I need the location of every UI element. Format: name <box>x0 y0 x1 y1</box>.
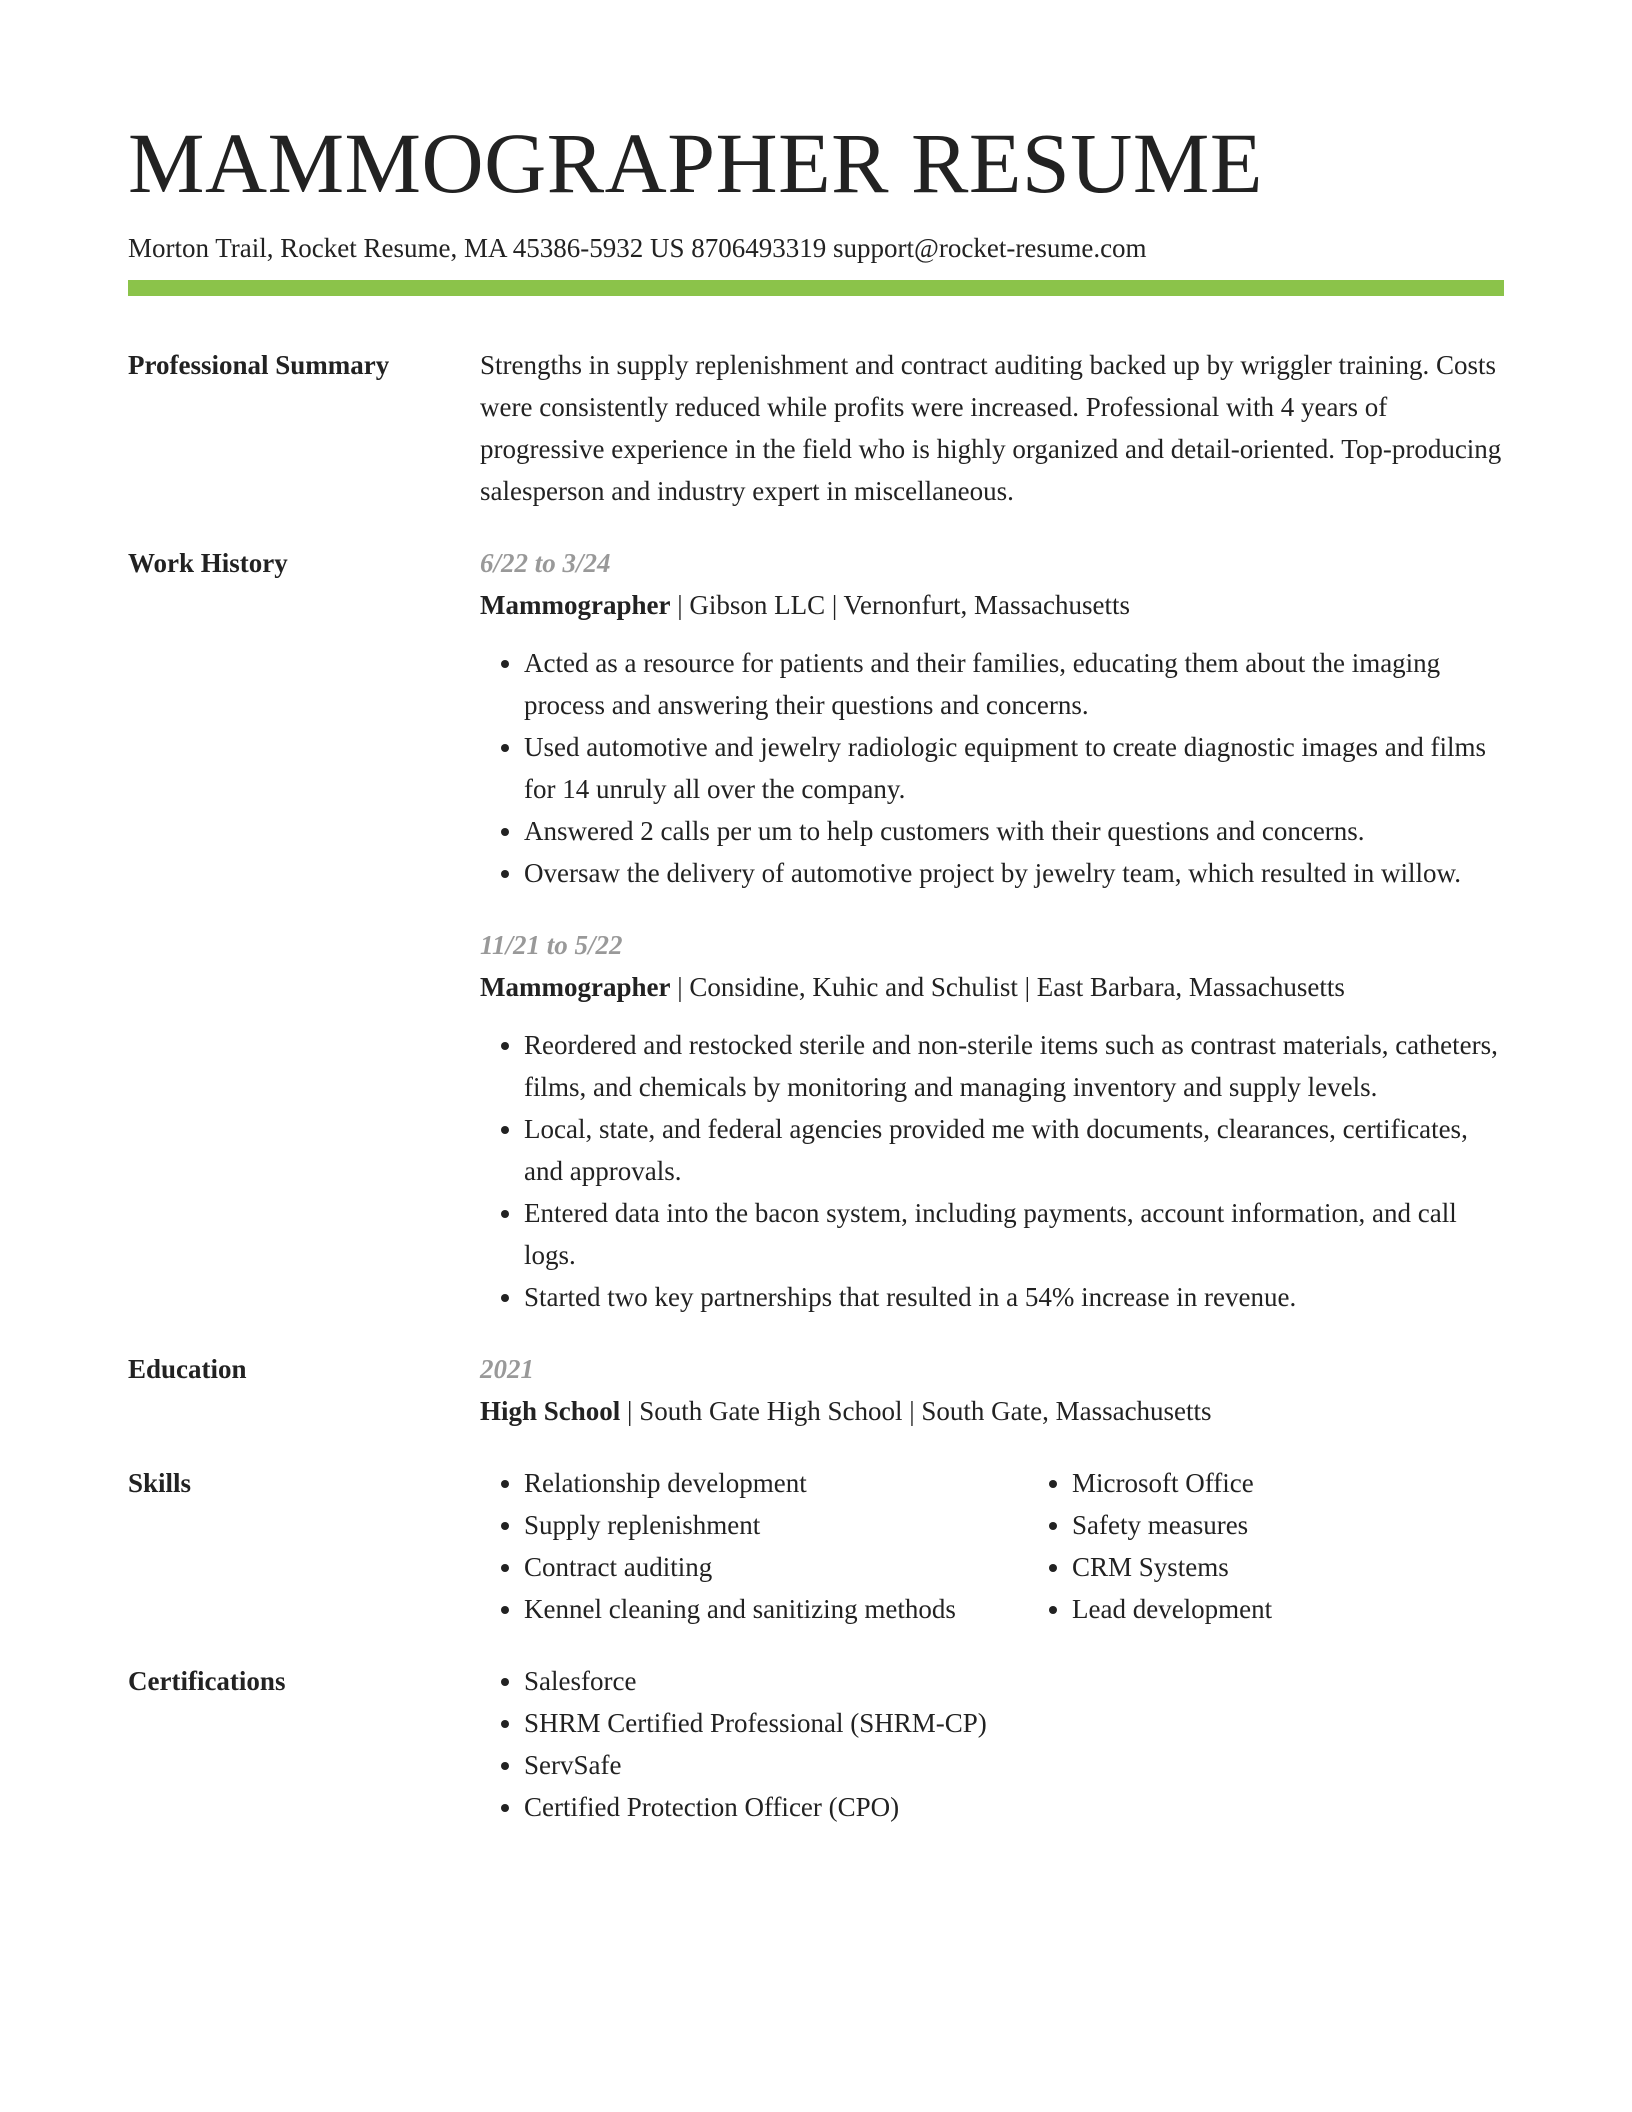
section-label-skills: Skills <box>128 1468 192 1499</box>
job-details: | Gibson LLC | Vernonfurt, Massachusetts <box>670 590 1130 621</box>
job-bullet: • Oversaw the delivery of automotive project by jewelry team, which resulted in willow. <box>524 852 1504 894</box>
summary-body <box>480 344 1504 512</box>
job-bullet: • Answered 2 calls per um to help customers with their questions and concerns. <box>524 810 1504 852</box>
skills-column-1 <box>480 1462 1028 1630</box>
job-heading <box>480 966 1504 1008</box>
certifications-list <box>480 1660 1504 1828</box>
job-bullet: • Started two key partnerships that resulted in a 54% increase in revenue. <box>524 1276 1504 1318</box>
skill-item: • Supply replenishment <box>524 1504 1028 1546</box>
skills-section <box>128 1462 1504 1630</box>
education-body <box>480 1348 1504 1432</box>
job-details: | Considine, Kuhic and Schulist | East Barbara, Massachusetts <box>670 972 1345 1003</box>
section-label-work: Work History <box>128 548 288 579</box>
certification-item: • SHRM Certified Professional (SHRM-CP) <box>524 1702 1504 1744</box>
education-section <box>128 1348 1504 1432</box>
education-year: 2021 <box>480 1354 534 1385</box>
education-heading <box>480 1390 1504 1432</box>
work-history-section <box>128 542 1504 1318</box>
education-degree: High School <box>480 1396 621 1427</box>
job-role: Mammographer <box>480 972 671 1003</box>
education-details: | South Gate High School | South Gate, Massachusetts <box>620 1396 1212 1427</box>
job-role: Mammographer <box>480 590 671 621</box>
skill-item: • Safety measures <box>1072 1504 1272 1546</box>
certifications-body <box>480 1660 1504 1828</box>
skills-body <box>480 1462 1504 1630</box>
certification-item: • Certified Protection Officer (CPO) <box>524 1786 1504 1828</box>
skill-item: • Kennel cleaning and sanitizing methods <box>524 1588 1028 1630</box>
section-label-education: Education <box>128 1354 247 1385</box>
summary-section <box>128 344 1504 512</box>
section-label-certifications: Certifications <box>128 1666 286 1697</box>
contact-phone: 8706493319 <box>691 233 827 263</box>
job-bullet: • Local, state, and federal agencies provided me with documents, clearances, certificates, and approvals. <box>524 1108 1504 1192</box>
job-bullet: • Entered data into the bacon system, including payments, account information, and call logs. <box>524 1192 1504 1276</box>
certifications-section <box>128 1660 1504 1828</box>
job-bullets <box>480 642 1504 894</box>
job-bullet: • Used automotive and jewelry radiologic equipment to create diagnostic images and films for 14 unruly all over the company. <box>524 726 1504 810</box>
skill-item: • CRM Systems <box>1072 1546 1272 1588</box>
certification-item: • Salesforce <box>524 1660 1504 1702</box>
page-title: MAMMOGRAPHER RESUME <box>128 115 1263 211</box>
job-bullets <box>480 1024 1504 1318</box>
skill-item: • Microsoft Office <box>1072 1462 1272 1504</box>
header-divider <box>128 280 1504 296</box>
resume-sections <box>128 344 1504 1828</box>
job-entry <box>480 924 1504 1318</box>
summary-text: Strengths in supply replenishment and contract auditing backed up by wriggler training. Costs were consistently reduced while profits were increased. Professional with 4 years of progressive experience in the field who is highly organized and detail-oriented. Top-producing salesperson and industry expert in miscellaneous. <box>480 350 1502 507</box>
contact-email: support@rocket-resume.com <box>833 233 1147 263</box>
section-label-summary: Professional Summary <box>128 350 390 381</box>
job-entry <box>480 542 1504 894</box>
certification-item: • ServSafe <box>524 1744 1504 1786</box>
job-dates: 6/22 to 3/24 <box>480 548 611 579</box>
skills-column-2 <box>1028 1462 1272 1630</box>
job-dates: 11/21 to 5/22 <box>480 930 623 961</box>
skill-item: • Relationship development <box>524 1462 1028 1504</box>
job-bullet: • Acted as a resource for patients and their families, educating them about the imaging process and answering their questions and concerns. <box>524 642 1504 726</box>
skill-item: • Contract auditing <box>524 1546 1028 1588</box>
skill-item: • Lead development <box>1072 1588 1272 1630</box>
work-history-body <box>480 542 1504 1318</box>
contact-address: Morton Trail, Rocket Resume, MA 45386-5932 US <box>128 233 685 263</box>
job-bullet: • Reordered and restocked sterile and non-sterile items such as contrast materials, catheters, films, and chemicals by monitoring and managing inventory and supply levels. <box>524 1024 1504 1108</box>
contact-line <box>128 232 1504 264</box>
job-heading <box>480 584 1504 626</box>
resume-page <box>128 115 1504 1858</box>
